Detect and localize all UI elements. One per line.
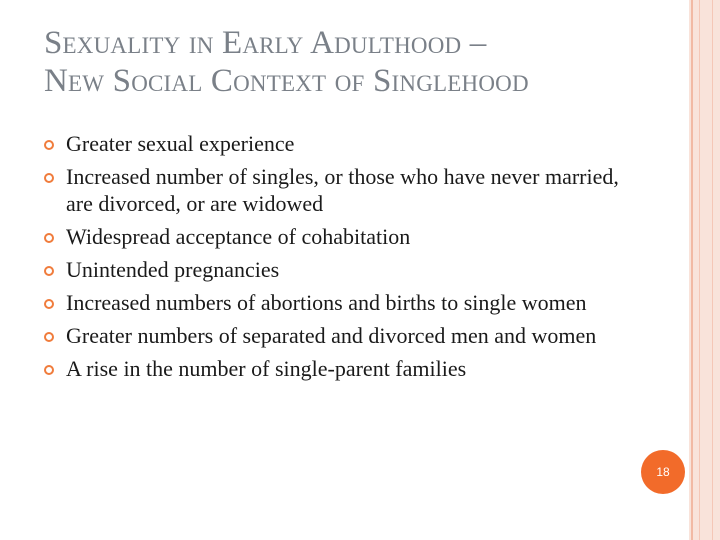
hollow-circle-bullet-icon — [44, 140, 54, 150]
bullet-item — [44, 322, 644, 349]
slide-title — [44, 24, 664, 100]
bullet-item — [44, 256, 644, 283]
slide-title-line-2: New Social Context of Singlehood — [44, 63, 529, 99]
decorative-side-band — [689, 0, 720, 540]
bullet-list — [44, 130, 644, 388]
hollow-circle-bullet-icon — [44, 299, 54, 309]
decorative-side-line — [691, 0, 693, 540]
bullet-text: Increased numbers of abortions and births to single women — [66, 290, 587, 315]
bullet-text: Increased number of singles, or those who have never married, are divorced, or are widowed — [66, 164, 619, 216]
bullet-item — [44, 163, 644, 217]
hollow-circle-bullet-icon — [44, 365, 54, 375]
slide-title-line-1: Sexuality in Early Adulthood – — [44, 25, 487, 61]
bullet-item — [44, 289, 644, 316]
bullet-item — [44, 223, 644, 250]
bullet-text: A rise in the number of single-parent families — [66, 356, 467, 381]
bullet-text: Greater numbers of separated and divorced men and women — [66, 323, 597, 348]
page-number-badge: 18 — [641, 450, 685, 494]
decorative-side-line — [699, 0, 700, 540]
bullet-text: Unintended pregnancies — [66, 257, 280, 282]
hollow-circle-bullet-icon — [44, 173, 54, 183]
bullet-text: Greater sexual experience — [66, 131, 295, 156]
hollow-circle-bullet-icon — [44, 332, 54, 342]
bullet-text: Widespread acceptance of cohabitation — [66, 224, 411, 249]
decorative-side-line — [712, 0, 713, 540]
hollow-circle-bullet-icon — [44, 233, 54, 243]
bullet-item — [44, 355, 644, 382]
bullet-item — [44, 130, 644, 157]
hollow-circle-bullet-icon — [44, 266, 54, 276]
